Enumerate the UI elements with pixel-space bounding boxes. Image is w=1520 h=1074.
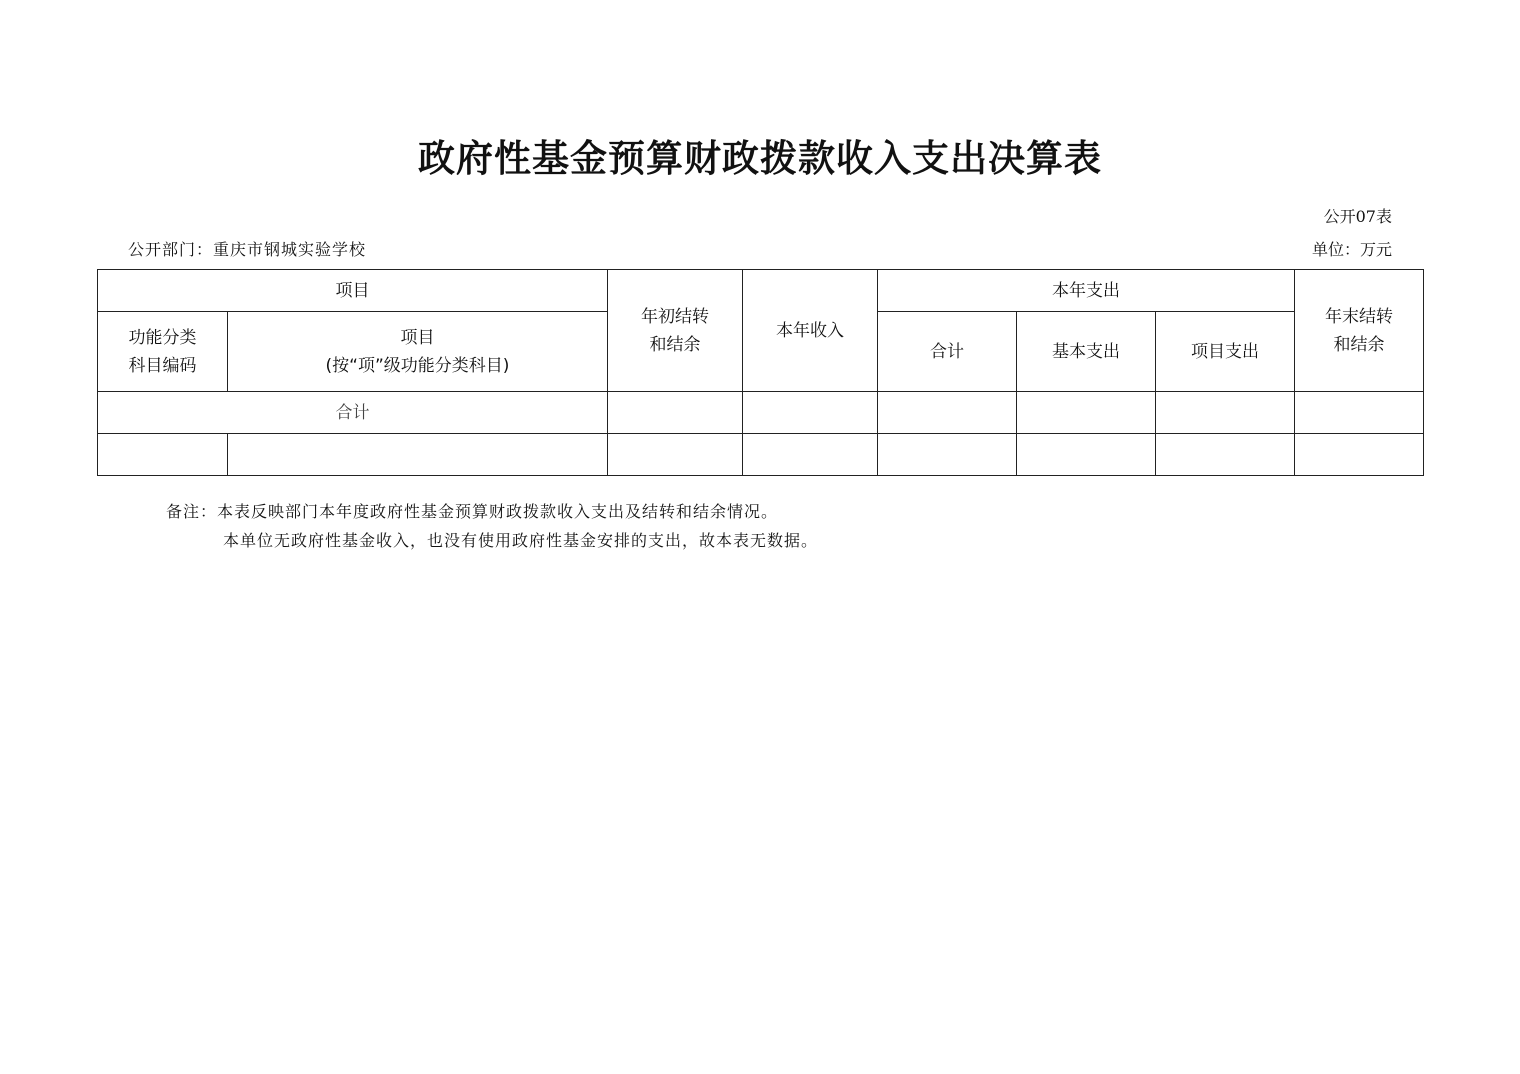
header-begin-balance-line1: 年初结转 [641, 306, 709, 327]
budget-table [97, 269, 1424, 476]
total-expense-total-cell [878, 392, 1017, 434]
header-begin-balance-line2: 和结余 [649, 334, 701, 355]
header-end-balance-line2: 和结余 [1333, 334, 1385, 355]
row-project-cell [228, 434, 608, 476]
header-expense: 本年支出 [878, 270, 1295, 312]
note-line-1: 备注：本表反映部门本年度政府性基金预算财政拨款收入支出及结转和结余情况。 [166, 502, 779, 521]
total-label: 合计 [98, 392, 608, 434]
table-code: 公开07表 [1323, 207, 1392, 226]
total-expense-project-cell [1156, 392, 1295, 434]
note-line-2: 本单位无政府性基金收入，也没有使用政府性基金安排的支出，故本表无数据。 [223, 531, 819, 550]
header-end-balance [1295, 270, 1424, 392]
page-title: 政府性基金预算财政拨款收入支出决算表 [418, 137, 1102, 180]
total-expense-basic-cell [1017, 392, 1156, 434]
total-end-balance-cell [1295, 392, 1424, 434]
header-expense-project: 项目支出 [1156, 312, 1295, 392]
row-end-balance-cell [1295, 434, 1424, 476]
row-expense-total-cell [878, 434, 1017, 476]
header-begin-balance [608, 270, 743, 392]
header-income: 本年收入 [743, 270, 878, 392]
unit-label: 单位：万元 [1311, 240, 1392, 259]
row-begin-balance-cell [608, 434, 743, 476]
notes [166, 497, 818, 555]
header-expense-basic: 基本支出 [1017, 312, 1156, 392]
header-end-balance-line1: 年末结转 [1325, 306, 1393, 327]
table-row [98, 434, 1424, 476]
header-row-1 [98, 270, 1424, 312]
row-func-code-cell [98, 434, 228, 476]
row-expense-basic-cell [1017, 434, 1156, 476]
header-func-code-line1: 功能分类 [128, 327, 197, 348]
header-project-item-line1: 项目 [400, 327, 435, 348]
header-project-item-line2: (按“项”级功能分类科目) [325, 355, 510, 376]
total-row [98, 392, 1424, 434]
header-expense-total: 合计 [878, 312, 1017, 392]
header-func-code [98, 312, 228, 392]
row-expense-project-cell [1156, 434, 1295, 476]
header-func-code-line2: 科目编码 [128, 355, 197, 376]
row-income-cell [743, 434, 878, 476]
department-label: 公开部门：重庆市钢城实验学校 [128, 240, 367, 259]
total-income-cell [743, 392, 878, 434]
header-project-item [228, 312, 608, 392]
total-begin-balance-cell [608, 392, 743, 434]
header-project: 项目 [98, 270, 608, 312]
